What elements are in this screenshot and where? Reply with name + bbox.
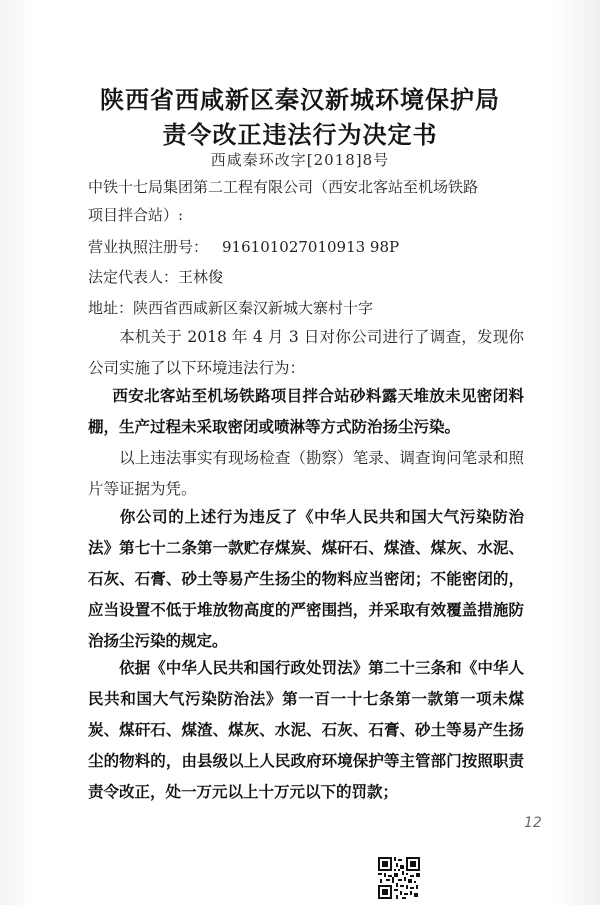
document-subtitle: 责令改正违法行为决定书 — [162, 121, 438, 149]
paragraph-law-violated — [88, 501, 524, 656]
paragraph-violation-text: 西安北客站至机场铁路项目拌合站砂料露天堆放未见密闭料棚，生产过程未采取密闭或喷淋等方式防治扬尘污染。 — [88, 386, 524, 436]
address-value: 陕西省西咸新区秦汉新城大寨村十字 — [133, 299, 374, 317]
paragraph-violation — [88, 380, 524, 442]
legal-rep-value: 王林俊 — [178, 268, 224, 286]
paragraph-basis-text: 依据《中华人民共和国行政处罚法》第二十三条和《中华人民共和国大气污染防治法》第一百一十七条第一款第一项未煤炭、煤矸石、煤渣、煤灰、水泥、石灰、石膏、砂土等易产生扬尘的物料的，由县级以上人民政府环境保护等主管部门按照职责责令改正，处一万元以上十万元以下的罚款； — [88, 658, 524, 801]
paragraph-law-violated-text: 你公司的上述行为违反了《中华人民共和国大气污染防治法》第七十二条第一款贮存煤炭、煤矸石、煤渣、煤灰、水泥、石灰、石膏、砂土等易产生扬尘的物料应当密闭；不能密闭的，应当设置不低于堆放物高度的严密围挡，并采取有效覆盖措施防治扬尘污染的规定。 — [88, 507, 524, 650]
license-value: 916101027010913 98P — [222, 238, 400, 256]
qr-code-icon — [378, 857, 420, 899]
license-row — [88, 234, 528, 261]
paragraph-evidence-text: 以上违法事实有现场检查（勘察）笔录、调查询问笔录和照片等证据为凭。 — [88, 449, 524, 498]
legal-rep-label: 法定代表人： — [88, 268, 179, 286]
license-label: 营业执照注册号： — [88, 238, 209, 256]
paragraph-investigation — [88, 322, 524, 384]
paragraph-evidence — [88, 443, 524, 505]
address-label: 地址： — [88, 299, 134, 317]
paragraph-investigation-text: 本机关于 2018 年 4 月 3 日对你公司进行了调查，发现你公司实施了以下环境违法行为： — [88, 328, 524, 377]
page-number: 12 — [524, 815, 542, 831]
document-number: 西咸秦环改字[2018]8号 — [210, 151, 390, 169]
document-title: 陕西省西咸新区秦汉新城环境保护局 — [100, 86, 500, 114]
paragraph-basis — [88, 652, 524, 807]
address-row — [88, 295, 528, 322]
legal-rep-row — [88, 264, 528, 291]
recipient-line-1: 中铁十七局集团第二工程有限公司（西安北客站至机场铁路 — [88, 178, 479, 196]
recipient-line-2: 项目拌合站）: — [88, 206, 184, 224]
